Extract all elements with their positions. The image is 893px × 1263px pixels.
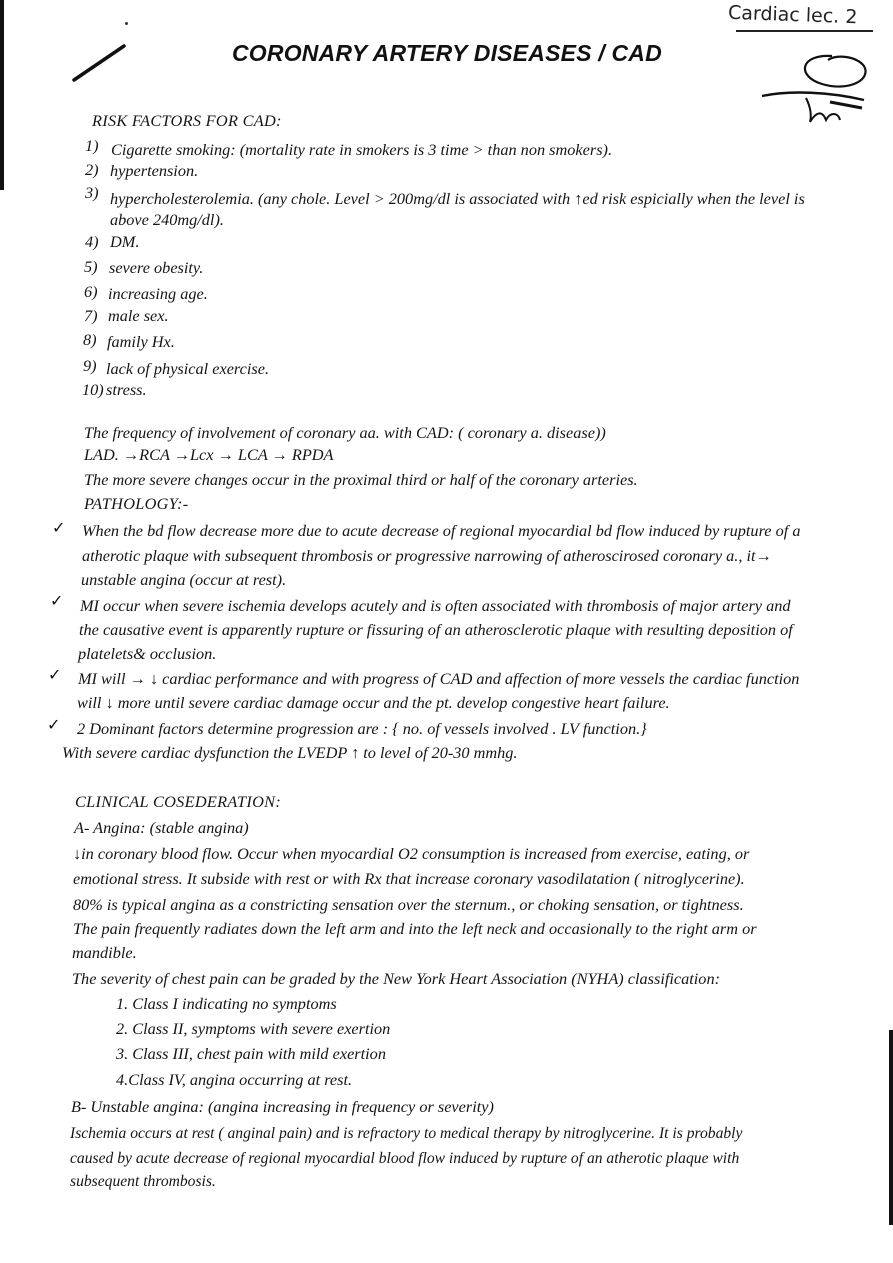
unstable-angina-line: caused by acute decrease of regional myocardial blood flow induced by rupture of an atherotic plaque with	[70, 1150, 740, 1167]
list-item-number: 6)	[84, 282, 98, 301]
list-item-number: 10)	[82, 380, 104, 399]
clinical-paragraph-line: The pain frequently radiates down the left arm and into the left neck and occasionally to the right arm or	[73, 919, 757, 938]
unstable-angina-heading: B- Unstable angina: (angina increasing in frequency or severity)	[71, 1097, 494, 1116]
corner-note-underline	[736, 30, 873, 32]
clinical-paragraph-line: 80% is typical angina as a constricting sensation over the sternum., or choking sensation, or tightness.	[73, 895, 744, 914]
proximal-changes-text: The more severe changes occur in the proximal third or half of the coronary arteries.	[84, 470, 638, 489]
corner-handwritten-note: Cardiac lec. 2	[727, 1, 858, 29]
list-item: hypertension.	[110, 161, 199, 180]
clinical-paragraph-line: ↓in coronary blood flow. Occur when myocardial O2 consumption is increased from exercise, eating, or	[73, 844, 750, 863]
check-mark-icon: ✓	[50, 591, 64, 610]
list-item: DM.	[110, 232, 140, 251]
unstable-angina-line: subsequent thrombosis.	[70, 1173, 216, 1190]
list-item: male sex.	[108, 306, 169, 325]
nyha-class: 3. Class III, chest pain with mild exertion	[116, 1044, 386, 1063]
list-item: stress.	[106, 380, 147, 399]
list-item-number: 5)	[84, 257, 98, 276]
nyha-class: 4.Class IV, angina occurring at rest.	[116, 1070, 353, 1089]
clinical-paragraph-line: emotional stress. It subside with rest or with Rx that increase coronary vasodilatation ( nitroglycerine).	[73, 869, 745, 888]
check-mark-icon: ✓	[52, 518, 66, 537]
clinical-heading: CLINICAL COSEDERATION:	[75, 792, 282, 811]
pathology-point: MI occur when severe ischemia develops acutely and is often associated with thrombosis of major artery and	[80, 596, 791, 615]
clinical-paragraph-line: The severity of chest pain can be graded by the New York Heart Association (NYHA) classification:	[72, 969, 721, 988]
pathology-point-continuation: unstable angina (occur at rest).	[81, 570, 287, 589]
pathology-point-continuation: will ↓ more until severe cardiac damage occur and the pt. develop congestive heart failure.	[77, 693, 670, 712]
nyha-class: 2. Class II, symptoms with severe exertion	[116, 1019, 391, 1038]
check-mark-icon: ✓	[48, 665, 62, 684]
pathology-point-continuation: the causative event is apparently rupture or fissuring of an atherosclerotic plaque with resulting deposition of	[79, 620, 793, 639]
nyha-class: 1. Class I indicating no symptoms	[116, 994, 337, 1013]
list-item: family Hx.	[107, 332, 175, 351]
stable-angina-heading: A- Angina: (stable angina)	[74, 818, 249, 837]
list-item: severe obesity.	[109, 258, 204, 277]
pathology-heading: PATHOLOGY:-	[84, 494, 189, 513]
pathology-point-continuation: platelets& occlusion.	[78, 644, 217, 663]
list-item-number: 8)	[83, 330, 97, 349]
list-item-continuation: above 240mg/dl).	[110, 210, 224, 229]
pathology-point: 2 Dominant factors determine progression are : { no. of vessels involved . LV function.}	[77, 719, 647, 738]
frequency-text: The frequency of involvement of coronary aa. with CAD: ( coronary a. disease))	[84, 423, 606, 442]
clinical-paragraph-line: mandible.	[72, 943, 137, 962]
page-title: CORONARY ARTERY DISEASES / CAD	[232, 40, 662, 66]
pen-slash-mark	[70, 40, 130, 85]
pathology-point: MI will → ↓ cardiac performance and with progress of CAD and affection of more vessels the cardiac function	[78, 669, 800, 688]
artery-order: LAD. →RCA →Lcx → LCA → RPDA	[84, 445, 334, 464]
scan-speck	[125, 22, 128, 25]
unstable-angina-line: Ischemia occurs at rest ( anginal pain) and is refractory to medical therapy by nitroglycerine. It is probably	[70, 1125, 743, 1142]
pathology-point: When the bd flow decrease more due to acute decrease of regional myocardial bd flow induced by rupture of a	[82, 521, 801, 540]
list-item-number: 4)	[85, 232, 99, 251]
check-mark-icon: ✓	[47, 715, 61, 734]
lvedp-note: With severe cardiac dysfunction the LVEDP ↑ to level of 20-30 mmhg.	[62, 743, 518, 762]
list-item-number: 2)	[85, 160, 99, 179]
risk-factors-heading: RISK FACTORS FOR CAD:	[92, 111, 282, 130]
list-item-number: 9)	[83, 356, 97, 375]
list-item-number: 7)	[84, 306, 98, 325]
list-item: hypercholesterolemia. (any chole. Level > 200mg/dl is associated with ↑ed risk espicially when the level is	[110, 189, 805, 208]
pathology-point-continuation: atherotic plaque with subsequent thrombosis or progressive narrowing of atheroscirosed coronary a., it→	[82, 546, 772, 565]
scan-edge-left	[0, 0, 4, 190]
handwritten-signature	[760, 50, 875, 130]
list-item: lack of physical exercise.	[106, 359, 270, 378]
list-item: increasing age.	[108, 284, 208, 303]
list-item: Cigarette smoking: (mortality rate in smokers is 3 time > than non smokers).	[111, 140, 613, 159]
scan-edge-right	[889, 1030, 893, 1225]
list-item-number: 3)	[85, 183, 99, 202]
list-item-number: 1)	[85, 136, 99, 155]
